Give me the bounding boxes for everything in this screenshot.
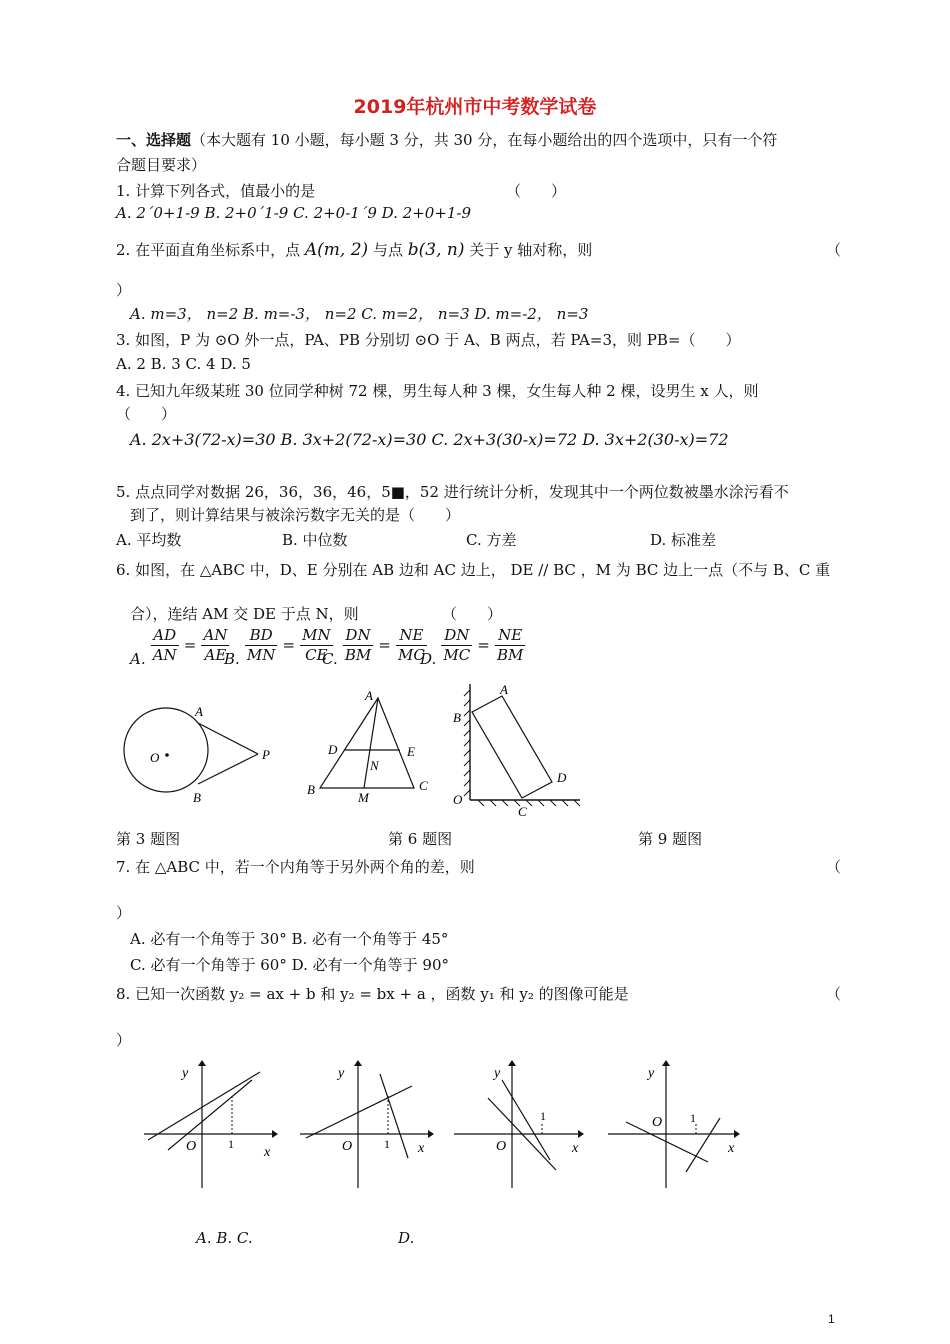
line-2 [686,1118,720,1172]
label-a: A [500,682,508,697]
q2-stem-a: 2. 在平面直角坐标系中，点 [116,241,301,259]
q8-options-abc: A. B. C. [196,1229,253,1247]
center-dot [165,753,169,757]
q6-option-d: D. $\frac{DN}{MC}$ = $\frac{NE}{BM}$ [420,626,524,668]
q6-option-b: B. $\frac{BD}{MN}$ = $\frac{MN}{CE}$ [224,626,331,668]
line-1 [148,1072,260,1140]
q8-graph-c [450,1058,588,1192]
tick-one: 1 [228,1137,234,1151]
x-label: x [572,1141,579,1156]
label-b: B [307,782,315,797]
fraction: $\frac{DN}{MC}$ [443,626,471,664]
q6-option-a: A. $\frac{AD}{AN}$ = $\frac{AN}{AE}$ [130,626,228,668]
q5-option-a: A. 平均数 [116,531,182,549]
origin-label: O [342,1139,353,1154]
q8-graph-d [604,1058,742,1192]
fraction: $\frac{MN}{CE}$ [302,626,331,664]
figure-triangle [302,686,437,808]
page-title: 2019年杭州市中考数学试卷 [353,96,597,118]
y-arrow [354,1060,362,1066]
figure-ladder [448,680,588,820]
origin-label: O [186,1139,197,1154]
y-arrow [662,1060,670,1066]
q2-paren-right: ） [116,281,132,299]
q5-stem-line2: 到了，则计算结果与被涂污数字无关的是（ ） [130,506,461,524]
q7-stem: 7. 在 △ABC 中，若一个内角等于另外两个角的差，则 [116,858,475,876]
origin-label: O [652,1115,663,1130]
y-label: y [338,1066,345,1081]
y-arrow [198,1060,206,1066]
section-1-heading: 一、选择题 [116,131,192,149]
q5-option-b: B. 中位数 [282,531,348,549]
tick-one: 1 [690,1111,696,1125]
label-d: D [328,742,338,757]
q6-paren: （ ） [442,605,503,623]
x-label: x [418,1141,425,1156]
section-1-line2: 合题目要求） [116,156,207,174]
label-n: N [370,758,379,773]
section-1-intro: （本大题有 10 小题，每小题 3 分，共 30 分，在每小题给出的四个选项中，只有一个符 [191,131,778,149]
page-number: 1 [828,1312,835,1326]
q2-stem-c: 关于 y 轴对称，则 [469,241,593,259]
section-1-line1 [116,130,777,150]
q7-options-cd: C. 必有一个角等于 60° D. 必有一个角等于 90° [130,956,449,974]
q7-paren-left: （ [826,858,842,876]
label-m: M [358,790,369,805]
q5-option-c: C. 方差 [466,531,517,549]
x-label: x [728,1141,735,1156]
x-arrow [578,1130,584,1138]
caption-fig-6: 第 6 题图 [388,830,453,848]
q5-stem-line1: 5. 点点同学对数据 26，36，36，46，5■，52 进行统计分析，发现其中一个两位数被墨水涂污看不 [116,483,789,501]
line-1 [306,1086,412,1138]
fraction: $\frac{NE}{BM}$ [496,626,524,664]
label-o: O [150,750,160,765]
wall-hatching [464,690,470,796]
q6-option-c: C. $\frac{DN}{BM}$ = $\frac{NE}{MC}$ [322,626,425,668]
q2-stem [116,240,592,260]
label-c: C [518,804,527,819]
label-c: C [419,778,428,793]
label-p: P [262,747,270,762]
q4-options: A. 2x+3(72-x)=30 B. 3x+2(72-x)=30 C. 2x+3(30-x)=72 D. 3x+2(30-x)=72 [130,430,729,449]
q3-stem: 3. 如图，P 为 ⊙O 外一点，PA、PB 分别切 ⊙O 于 A、B 两点，若 PA=3，则 PB=（ ） [116,331,741,349]
q7-paren-right: ） [116,904,132,922]
q4-paren: （ ） [116,405,177,423]
q1-options: A. 2´0+1-9 B. 2+0´1-9 C. 2+0-1´9 D. 2+0+1-9 [116,204,472,222]
label-b: B [453,710,461,725]
tick-one: 1 [540,1109,546,1123]
q1-paren: （ ） [506,182,567,200]
caption-fig-3: 第 3 题图 [116,830,181,848]
x-arrow [272,1130,278,1138]
ground-hatching [478,800,580,806]
q2-point-a: A(m, 2) [304,240,369,260]
q3-options: A. 2 B. 3 C. 4 D. 5 [116,355,251,373]
y-label: y [648,1066,655,1081]
q2-point-b: b(3, n) [407,240,465,260]
circle-o [124,708,208,792]
q8-graph-b [296,1058,434,1192]
segment-am [364,698,378,788]
caption-fig-9: 第 9 题图 [638,830,703,848]
q2-stem-b: 与点 [372,241,403,259]
fraction: $\frac{DN}{BM}$ [344,626,372,664]
y-arrow [508,1060,516,1066]
x-label: x [264,1145,271,1160]
q2-paren-left: （ [826,241,842,259]
origin-label: O [496,1139,507,1154]
q8-stem: 8. 已知一次函数 y₂ = ax + b 和 y₂ = bx + a ，函数 y₁ 和 y₂ 的图像可能是 [116,985,629,1003]
q5-option-d: D. 标准差 [650,531,717,549]
q1-stem: 1. 计算下列各式，值最小的是 [116,182,316,200]
rectangle-ladder [472,696,552,798]
label-a: A [195,704,203,719]
q2-options: A. m=3， n=2 B. m=-3， n=2 C. m=2， n=3 D. m=-2， n=3 [130,305,589,323]
q4-stem: 4. 已知九年级某班 30 位同学种树 72 棵，男生每人种 3 棵，女生每人种 2 棵，设男生 x 人，则 [116,382,759,400]
q8-option-d: D. [398,1229,415,1247]
q6-stem-line2: 合），连结 AM 交 DE 于点 N，则 [130,605,359,623]
tick-one: 1 [384,1137,390,1151]
q8-paren-right: ） [116,1031,132,1049]
label-a: A [365,688,373,703]
label-o: O [453,792,463,807]
line-2 [168,1080,252,1150]
fraction: $\frac{AD}{AN}$ [152,626,177,664]
q6-stem-line1: 6. 如图，在 △ABC 中，D、E 分别在 AB 边和 AC 边上， DE // BC ，M 为 BC 边上一点（不与 B、C 重 [116,561,831,579]
y-label: y [182,1066,189,1081]
fraction: $\frac{NE}{MC}$ [397,626,425,664]
label-b: B [193,790,201,805]
label-d: D [557,770,567,785]
q7-options-ab: A. 必有一个角等于 30° B. 必有一个角等于 45° [130,930,449,948]
q8-graph-a [140,1058,278,1192]
label-e: E [407,744,415,759]
y-label: y [494,1066,501,1081]
q8-paren-left: （ [826,985,842,1003]
x-arrow [734,1130,740,1138]
fraction: $\frac{AN}{AE}$ [203,626,228,664]
x-arrow [428,1130,434,1138]
fraction: $\frac{BD}{MN}$ [246,626,276,664]
figure-circle-tangents [112,698,282,810]
